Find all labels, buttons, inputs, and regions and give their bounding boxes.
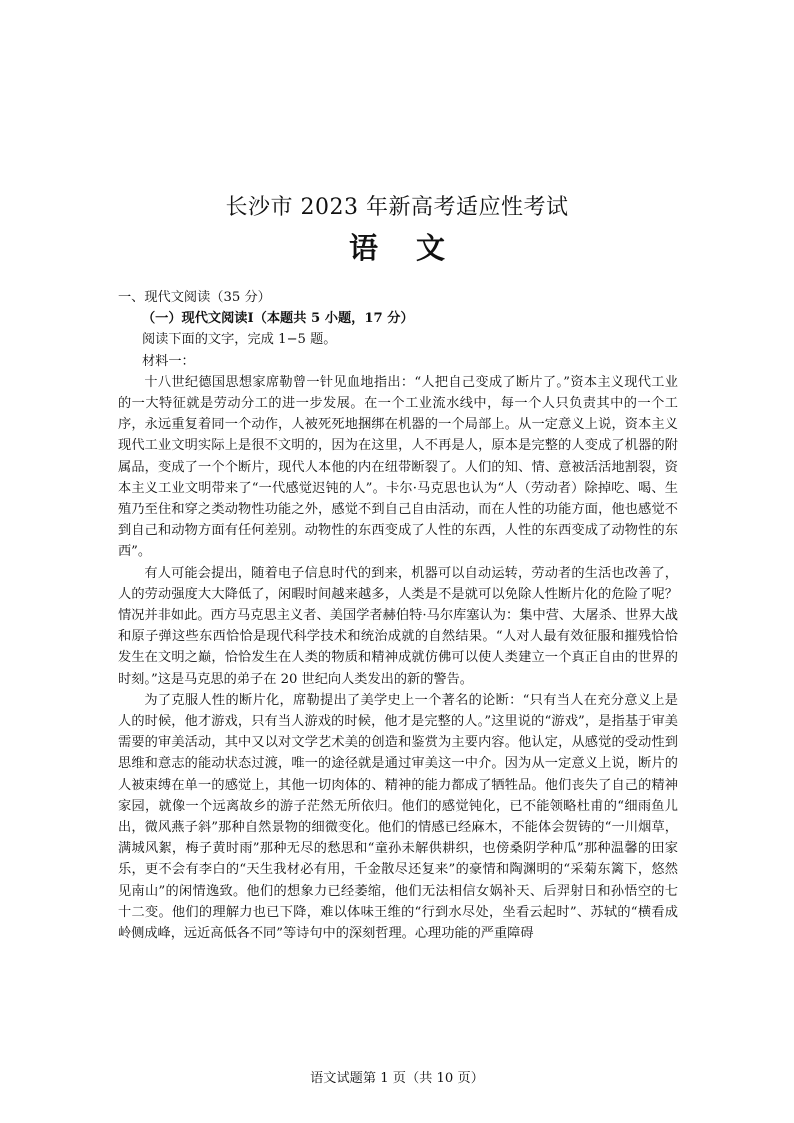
subsection-heading: （一）现代文阅读Ⅰ（本题共 5 小题，17 分） (142, 311, 414, 327)
paragraph-1: 十八世纪德国思想家席勒曾一针见血地指出：“人把自己变成了断片了。”资本主义现代工业的一大特征就是劳动分工的进一步发展。在一个工业流水线中，每一个人只负责其中的一个工序，永远重复着同一个动作，人被死死地捆绑在机器的一个局部上。从一定意义上说，资本主义现代工业文明实际上是很不文明的，因为在这里，人不再是人，原本是完整的人变成了机器的附属品，变成了一个个断片，现代人本他的内在纽带断裂了。人们的知、情、意被活活地割裂，资本主义工业文明带来了“一代感觉迟钝的人”。卡尔·马克思也认为“人（劳动者）除掉吃、喝、生殖乃至住和穿之类动物性功能之外，感觉不到自己自由活动，而在人性的功能方面，他也感觉不到自己和动物方面有任何差别。动物性的东西变成了人性的东西，人性的东西变成了动物性的东西”。 (118, 374, 678, 560)
paragraph-3: 为了克服人性的断片化，席勒提出了美学史上一个著名的论断：“只有当人在充分意义上是人的时候，他才游戏，只有当人游戏的时候，他才是完整的人。”这里说的“游戏”，是指基于审美需要的审美活动，其中又以对文学艺术美的创造和鉴赏为主要内容。他认定，从感觉的受动性到思维和意志的能动状态过渡，唯一的途径就是通过审美这一中介。因为从一定意义上说，断片的人被束缚在单一的感觉上，其他一切肉体的、精神的能力都成了牺牲品。他们丧失了自己的精神家园，就像一个远离故乡的游子茫然无所依归。他们的感觉钝化，已不能领略杜甫的“细雨鱼儿出，微风燕子斜”那种自然景物的细微变化。他们的情感已经麻木，不能体会贺铸的“一川烟草，满城风絮，梅子黄时雨”那种无尽的愁思和“童孙未解供耕织，也傍桑阴学种瓜”那种温馨的田家乐，更不会有李白的“天生我材必有用，千金散尽还复来”的豪情和陶渊明的“采菊东篱下，悠然见南山”的闲情逸致。他们的想象力已经萎缩，他们无法相信女娲补天、后羿射日和孙悟空的七十二变。他们的理解力也已下降，难以体味王维的“行到水尽处，坐看云起时”、苏轼的“横看成岭侧成峰，远近高低各不同”等诗句中的深刻哲理。心理功能的严重障碍 (118, 692, 678, 942)
section-heading: 一、现代文阅读（35 分） (118, 290, 271, 305)
exam-content (118, 287, 678, 944)
exam-title: 长沙市 2023 年新高考适应性考试 (225, 195, 569, 220)
page-footer: 语文试题第 1 页（共 10 页） (310, 1071, 484, 1086)
paragraph-2: 有人可能会提出，随着电子信息时代的到来，机器可以自动运转，劳动者的生活也改善了，人的劳动强度大大降低了，闲暇时间越来越多，人类是不是就可以免除人性断片化的危险了呢？情况并非如此。西方马克思主义者、美国学者赫伯特·马尔库塞认为：集中营、大屠杀、世界大战和原子弹这些东西恰恰是现代科学技术和统治成就的自然结果。“人对人最有效征服和摧残恰恰发生在文明之巅，恰恰发生在人类的物质和精神成就仿佛可以使人类建立一个真正自由的世界的时刻。”这是马克思的弟子在 20 世纪向人类发出的新的警告。 (118, 565, 678, 687)
material-label: 材料一： (142, 353, 195, 369)
subject-title: 语文 (348, 231, 483, 265)
instruction-text: 阅读下面的文字，完成 1−5 题。 (142, 332, 337, 348)
